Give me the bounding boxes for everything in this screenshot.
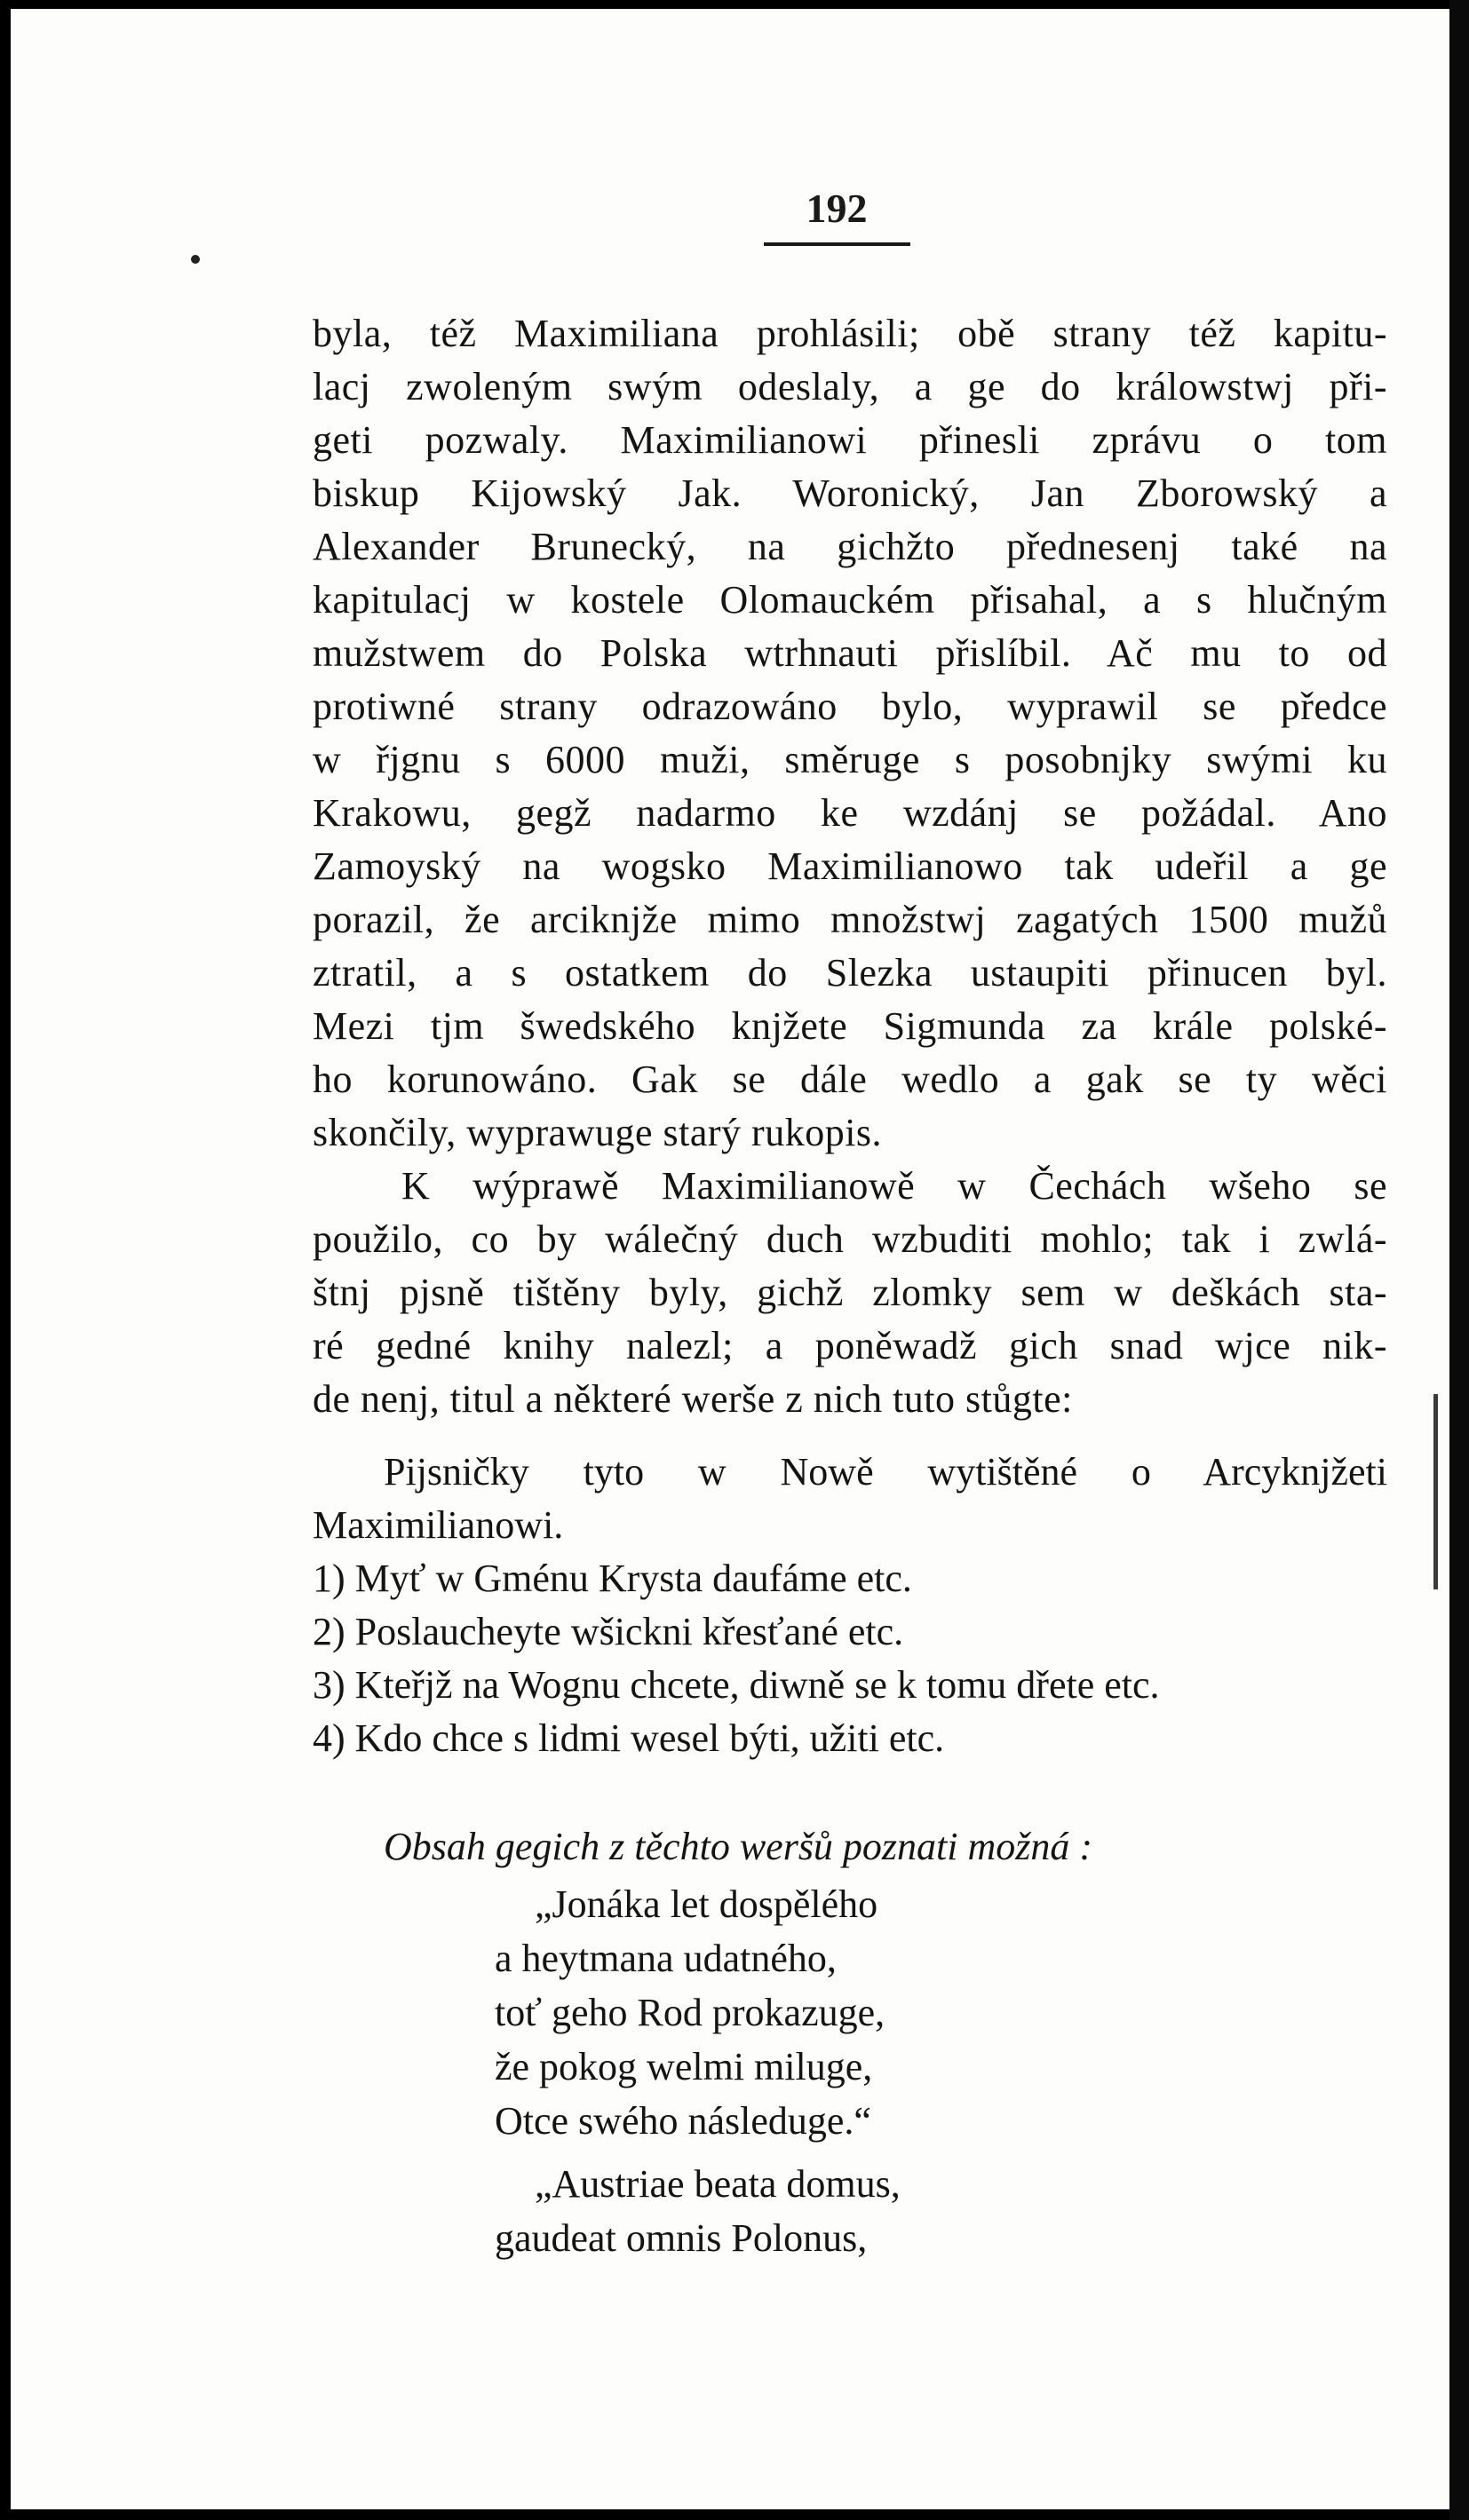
- page-number: 192: [806, 186, 868, 231]
- songbook-list: [313, 1446, 1387, 1765]
- scan-edge: [1449, 0, 1469, 2520]
- text-line: mužstwem do Polska wtrhnauti přislíbil. Ač mu to od: [313, 631, 1387, 675]
- song-item: 3) Kteřjž na Wognu chcete, diwně se k tomu dřete etc.: [313, 1663, 1160, 1707]
- text-line: byla, též Maximiliana prohlásili; obě strany též kapitu-: [313, 312, 1387, 355]
- text-line: geti pozwaly. Maximilianowi přinesli zprávu o tom: [313, 418, 1387, 462]
- verse-line: a heytmana udatného,: [495, 1937, 837, 1980]
- page-number-rule: [764, 242, 910, 246]
- text-line: porazil, že arciknjže mimo množstwj zagatých 1500 mužů: [313, 898, 1387, 941]
- verse-line: že pokog welmi miluge,: [495, 2045, 873, 2088]
- text-line: w řjgnu s 6000 muži, směruge s posobnjky swými ku: [313, 738, 1387, 781]
- text-line: skončily, wyprawuge starý rukopis.: [313, 1111, 883, 1154]
- text-line: Krakowu, gegž nadarmo ke wzdánj se požádal. Ano: [313, 791, 1387, 835]
- songbook-title-cont: Maximilianowi.: [313, 1503, 564, 1547]
- song-item: 1) Myť w Gménu Krysta daufáme etc.: [313, 1557, 912, 1600]
- text-line: lacj zwoleným swým odeslaly, a ge do králowstwj při-: [313, 365, 1387, 408]
- text-line: de nenj, titul a některé werše z nich tuto stůgte:: [313, 1377, 1073, 1421]
- text-line: biskup Kijowský Jak. Woronický, Jan Zborowský a: [313, 472, 1387, 515]
- text-line: Zamoyský na wogsko Maximilianowo tak udeřil a ge: [313, 844, 1387, 888]
- book-page: [11, 9, 1449, 2509]
- songbook-title: Pijsničky tyto w Nowě wytištěné o Arcyknjžeti: [384, 1450, 1387, 1494]
- text-line: ho korunowáno. Gak se dále wedlo a gak se ty wěci: [313, 1058, 1387, 1101]
- song-item: 4) Kdo chce s lidmi wesel býti, užiti etc.: [313, 1716, 945, 1760]
- text-line: použilo, co by wálečný duch wzbuditi mohlo; tak i zwlá-: [313, 1217, 1387, 1261]
- text-line: kapitulacj w kostele Olomauckém přisahal, a s hlučným: [313, 578, 1387, 622]
- text-line: protiwné strany odrazowáno bylo, wyprawil se předce: [313, 685, 1387, 728]
- verse-line: Otce swého následuge.“: [495, 2099, 871, 2143]
- text-line: Alexander Brunecký, na gichžto přednesenj také na: [313, 525, 1387, 568]
- ink-dot: [191, 255, 200, 264]
- text-line: K wýprawě Maximilianowě w Čechách wšeho se: [401, 1164, 1387, 1208]
- song-item: 2) Poslaucheyte wšickni křesťané etc.: [313, 1610, 904, 1653]
- verse-line: „Jonáka let dospělého: [535, 1882, 878, 1926]
- paragraph-1: [313, 307, 1387, 1426]
- content-heading: Obsah gegich z těchto weršů poznati možná :: [384, 1825, 1093, 1868]
- verse-line: toť geho Rod prokazuge,: [495, 1991, 885, 2034]
- verse-block: [495, 1877, 1294, 2265]
- text-line: štnj pjsně tištěny byly, gichž zlomky sem w deškách sta-: [313, 1271, 1387, 1314]
- verse-line: gaudeat omnis Polonus,: [495, 2216, 868, 2260]
- text-line: Mezi tjm šwedského knjžete Sigmunda za krále polské-: [313, 1004, 1387, 1048]
- text-line: ztratil, a s ostatkem do Slezka ustaupiti přinucen byl.: [313, 951, 1387, 995]
- binding-mark: [1433, 1394, 1438, 1589]
- verse-line: „Austriae beata domus,: [535, 2162, 901, 2206]
- text-line: ré gedné knihy nalezl; a poněwadž gich snad wjce nik-: [313, 1324, 1387, 1367]
